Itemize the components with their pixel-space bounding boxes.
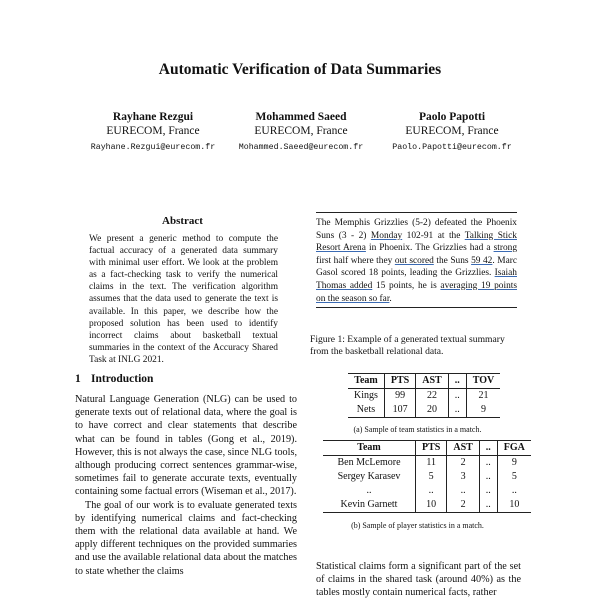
table-cell: 5	[416, 470, 447, 484]
figure-1-summary-box	[316, 212, 517, 308]
team-table-caption: (a) Sample of team statistics in a match.	[353, 425, 482, 434]
author-affiliation: EURECOM, France	[405, 125, 499, 137]
table-cell: 10	[497, 498, 531, 513]
table-cell: ..	[497, 484, 531, 498]
figure-1-caption: Figure 1: Example of a generated textual summary from the basketball relational data.	[310, 334, 505, 358]
generated-summary-text	[316, 217, 517, 305]
table-header: AST	[416, 374, 448, 389]
table-cell: Kevin Garnett	[323, 498, 416, 513]
table-cell: 5	[497, 470, 531, 484]
summary-segment: 102-91 at the	[406, 230, 461, 241]
table-row	[348, 389, 500, 404]
summary-error-highlight: Isaiah Thomas added	[316, 268, 517, 291]
summary-error-highlight: Talking Stick Resort Arena	[316, 230, 517, 254]
table-cell: 20	[416, 403, 448, 418]
section-heading	[75, 373, 153, 385]
table-cell: ..	[479, 484, 497, 498]
author-1	[68, 110, 238, 155]
table-cell: 9	[497, 456, 531, 471]
table-row	[323, 470, 531, 484]
table-cell: 107	[384, 403, 415, 418]
table-header: Team	[323, 441, 416, 456]
table-header: ..	[479, 441, 497, 456]
section-title: Introduction	[91, 373, 154, 385]
table-header: ..	[448, 374, 466, 389]
table-cell: ..	[416, 484, 447, 498]
table-header: FGA	[497, 441, 531, 456]
table-cell: 11	[416, 456, 447, 471]
summary-segment: in Phoenix. The Grizzlies had a	[368, 243, 491, 254]
table-cell: ..	[448, 403, 466, 418]
author-name: Paolo Papotti	[418, 111, 486, 123]
abstract-heading: Abstract	[162, 215, 203, 227]
table-header: Team	[348, 374, 384, 389]
table-cell: ..	[479, 470, 497, 484]
abstract-text: We present a generic method to compute the factual accuracy of a generated data summary with minimal user effort. We look at the problem as a fact-checking task to verify the numerical claims in the text. The verification algorithm assumes that the data used to generate the text is available. In this paper, we describe how the proposed solution has been used to identify incorrect claims about basketball textual summaries in the context of the Accuracy Shared Task at INLG 2021.	[89, 234, 278, 365]
author-affiliation: EURECOM, France	[254, 125, 348, 137]
summary-segment: . Marc Gasol scored 18 points, leading the Grizzlies.	[316, 255, 518, 279]
section-number: 1	[75, 373, 81, 385]
introduction-body	[75, 393, 297, 578]
summary-error-highlight: averaging 19 points on the season so far	[316, 280, 518, 304]
author-affiliation: EURECOM, France	[106, 125, 200, 137]
summary-segment: The Memphis Grizzlies (5-2) defeated the Phoenix Suns (3 - 2)	[316, 218, 517, 241]
table-cell: 3	[447, 470, 479, 484]
table-header: AST	[447, 441, 479, 456]
author-email: Paolo.Papotti@eurecom.fr	[392, 143, 512, 152]
summary-segment: the Suns	[436, 255, 469, 266]
summary-error-highlight: Monday	[370, 230, 403, 241]
table-header: TOV	[466, 374, 500, 389]
summary-error-highlight: 59 42	[471, 255, 493, 266]
table-row	[323, 456, 531, 471]
table-cell: 99	[384, 389, 415, 404]
intro-paragraph-2: The goal of our work is to evaluate generated texts by identifying numerical claims and fact-checking them with the relational data available at hand. We apply different techniques on the provided summaries and use the available relational data about the matches to state whether the claims	[75, 499, 297, 577]
right-column-paragraph: Statistical claims form a significant part of the set of claims in the shared task (around 40%) as the tables mostly contain numerical facts, rather	[316, 561, 521, 599]
table-cell: 9	[466, 403, 500, 418]
table-cell: ..	[366, 485, 372, 496]
author-2	[216, 110, 386, 155]
table-cell: ..	[448, 389, 466, 404]
summary-segment: first half where they	[316, 255, 393, 266]
table-cell: 2	[447, 498, 479, 513]
table-row	[323, 484, 531, 498]
table-cell: 2	[447, 456, 479, 471]
table-cell: Nets	[348, 403, 384, 418]
intro-paragraph-1: Natural Language Generation (NLG) can be used to generate texts out of relational data, where the goal is to have correct and clear statements that describe what can be found in tables (Gong et al., 2019). However, this is not always the case, since NLG tools, although producing correct sentences grammar-wise, sometimes fail to generate accurate texts, eventually containing some factual errors (Wiseman et al., 2017).	[75, 394, 297, 498]
table-cell: Kings	[354, 390, 378, 401]
author-name: Mohammed Saeed	[255, 111, 347, 123]
table-cell: ..	[479, 498, 497, 513]
table-header: PTS	[384, 374, 415, 389]
summary-segment: 15 points, he is	[375, 280, 437, 291]
table-row	[323, 498, 531, 513]
table-cell: 22	[416, 389, 448, 404]
summary-error-highlight: out scored	[394, 255, 434, 266]
table-cell: Ben McLemore	[337, 457, 401, 468]
table-cell: 21	[466, 389, 500, 404]
author-email: Mohammed.Saeed@eurecom.fr	[238, 143, 364, 152]
summary-error-highlight: strong	[493, 243, 517, 254]
author-3	[367, 110, 537, 155]
paper-title: Automatic Verification of Data Summaries	[158, 61, 442, 78]
table-cell: 10	[416, 498, 447, 513]
table-row	[348, 403, 500, 418]
table-header: PTS	[416, 441, 447, 456]
summary-segment: .	[389, 293, 392, 304]
player-table-caption: (b) Sample of player statistics in a match.	[351, 521, 484, 530]
author-email: Rayhane.Rezgui@eurecom.fr	[90, 143, 216, 152]
table-cell: Sergey Karasev	[337, 471, 401, 482]
table-cell: ..	[479, 456, 497, 471]
author-name: Rayhane Rezgui	[112, 111, 194, 123]
player-statistics-table	[323, 440, 531, 513]
table-cell: ..	[447, 484, 479, 498]
team-statistics-table	[348, 373, 500, 418]
